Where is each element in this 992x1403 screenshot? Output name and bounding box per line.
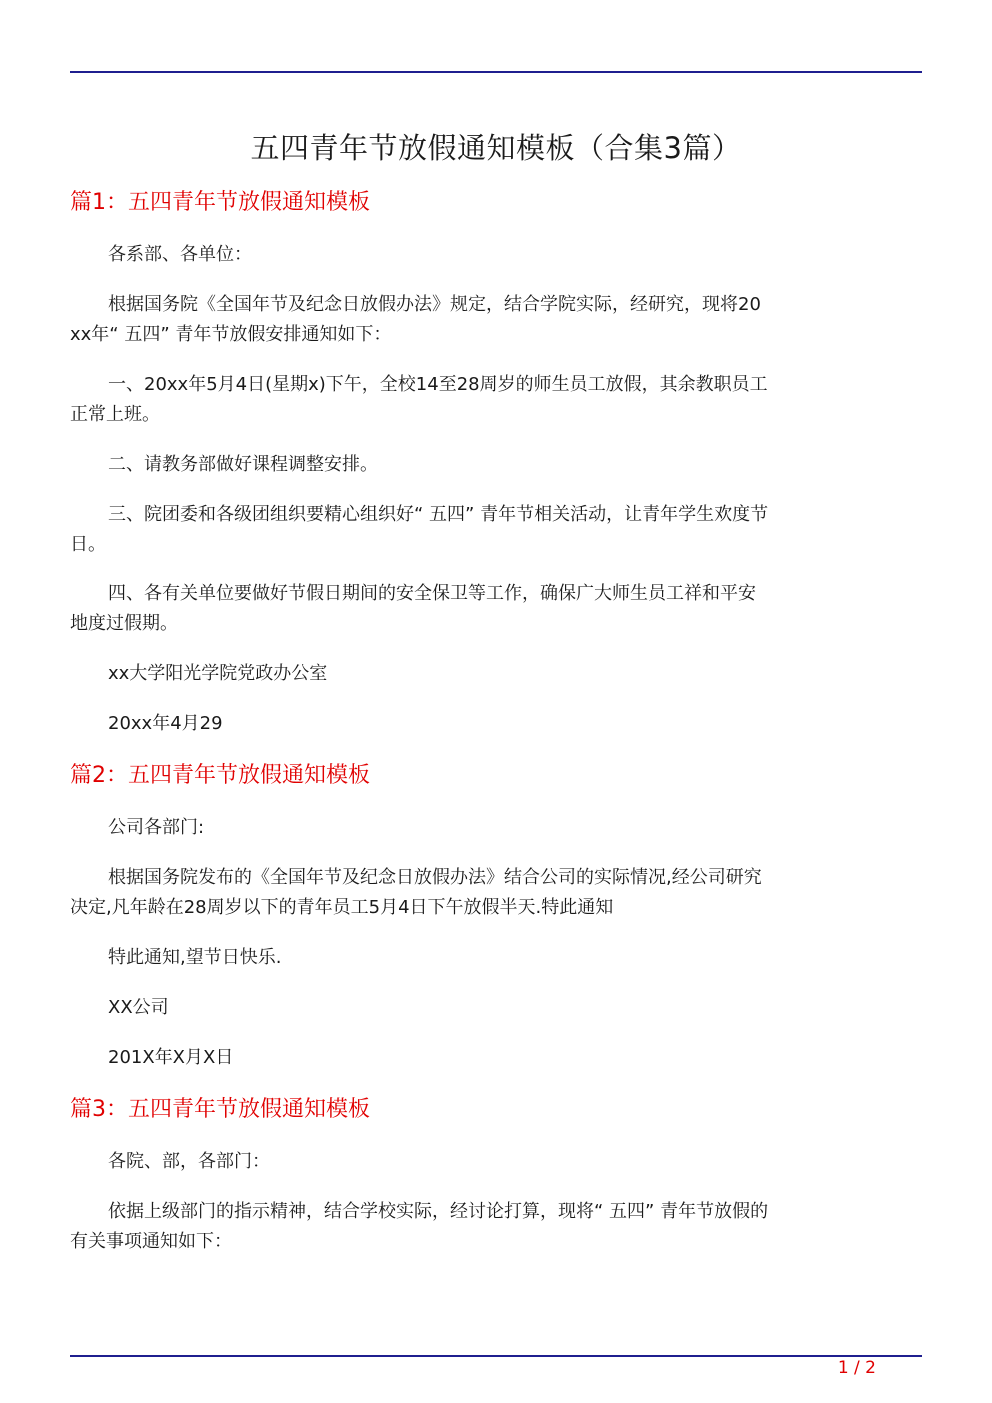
- section-3-salutation: 各院、部，各部门：: [108, 1151, 270, 1172]
- section-1-paragraph: 一、20xx年5月4日(星期x)下午，全校14至28周岁的师生员工放假，其余教职员工正常上班。: [70, 374, 768, 425]
- section-1-title: 篇1：五四青年节放假通知模板: [70, 190, 370, 215]
- section-1-date: 20xx年4月29: [108, 713, 223, 734]
- section-1-paragraph: 三、院团委和各级团组织要精心组织好“ 五四” 青年节相关活动，让青年学生欢度节日。: [70, 504, 769, 555]
- section-2-paragraph: 特此通知,望节日快乐.: [108, 947, 282, 968]
- footer-rule: [70, 1355, 922, 1357]
- section-3-title: 篇3：五四青年节放假通知模板: [70, 1097, 370, 1122]
- document-title: 五四青年节放假通知模板（合集3篇）: [250, 131, 742, 165]
- section-3-paragraph: 依据上级部门的指示精神，结合学校实际，经讨论打算，现将“ 五四” 青年节放假的有关事项通知如下：: [70, 1201, 769, 1252]
- section-2-title: 篇2：五四青年节放假通知模板: [70, 763, 370, 788]
- section-1-paragraph: 二、请教务部做好课程调整安排。: [108, 454, 378, 475]
- section-2-paragraph: 根据国务院发布的《全国年节及纪念日放假办法》结合公司的实际情况,经公司研究决定,凡年龄在28周岁以下的青年员工5月4日下午放假半天.特此通知: [70, 867, 762, 918]
- section-1-signature: xx大学阳光学院党政办公室: [108, 663, 328, 684]
- section-1-paragraph: 四、各有关单位要做好节假日期间的安全保卫等工作，确保广大师生员工祥和平安地度过假期。: [70, 583, 756, 634]
- section-2-signature: XX公司: [108, 997, 169, 1018]
- header-rule: [70, 71, 922, 73]
- section-1-salutation: 各系部、各单位：: [108, 244, 252, 265]
- section-1-paragraph: 根据国务院《全国年节及纪念日放假办法》规定，结合学院实际，经研究，现将20xx年“ 五四” 青年节放假安排通知如下：: [70, 294, 761, 345]
- section-2-date: 201X年X月X日: [108, 1047, 234, 1068]
- section-2-salutation: 公司各部门:: [108, 817, 205, 838]
- page-indicator: 1 / 2: [837, 1358, 876, 1378]
